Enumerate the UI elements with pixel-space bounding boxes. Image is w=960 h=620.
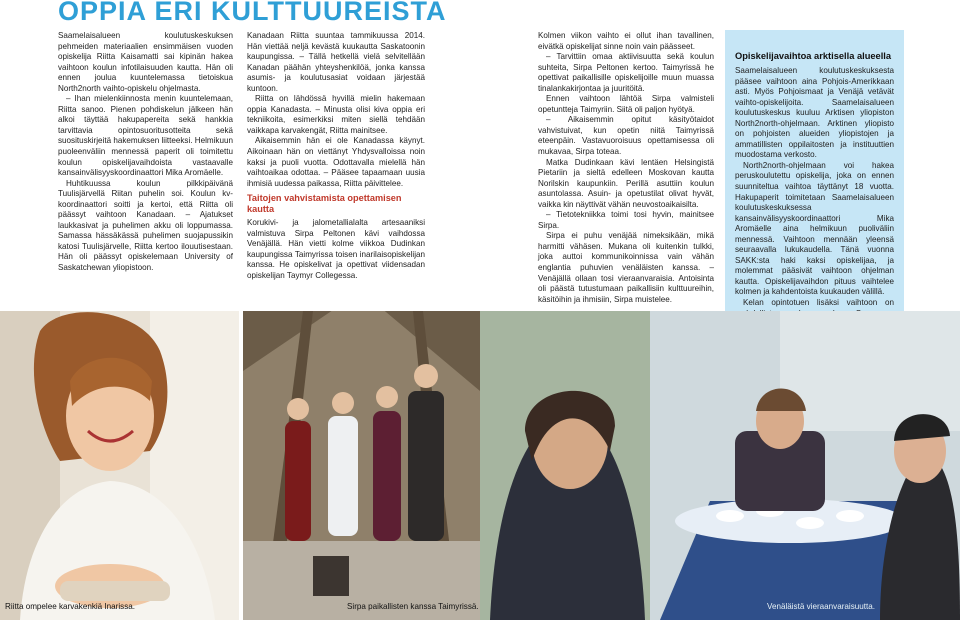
sidebar-paragraph: North2north-ohjelmaan voi hakea peruskoulutettu opiskelija, joka on ennen suunniteltua vaihtoa täyttänyt 18 vuotta. Hakupaperit toimitetaan Saamelaisalueen koulutuskeskuksessa kansainvälisyyskoordinaattori Mika Aromäelle aina helmikuun puoliväliin mennessä. Vaihtoon mennään yleensä seuraavalla lukukaudella. Tänä vuonna SAKK:sta haki kaksi opiskelijaa, ja molemmat pääsivät vaihtoon ohjelman kautta. Opiskelijavaihdon pituus vaihtelee kolmen ja kahdentoista kuukauden välillä. [735,160,894,297]
paragraph: Aikaisemmin hän ei ole Kanadassa käynyt. Aikoinaan hän on viettänyt Yhdysvalloissa noin kaksi ja puoli vuotta. Odottavalla mielellä hän vaihtoaikaa odottaa. – Pääsee tapaamaan uusia ihmisiä uudessa paikassa, Riitta päivittelee. [247,136,425,188]
paragraph: – Tarvittiin omaa aktiivisuutta sekä koulun suhteita, Sirpa Peltonen kertoo. Taimyrissä he opettivat paikallisille opiskelijoille muun muassa tinalankakirjontaa ja juuritöitä. [538,52,714,93]
article-title: OPPIA ERI KULTTUUREISTA [58,0,447,26]
paragraph: Huhtikuussa koulun pilkkipäivänä Tuulisjärvellä Riitan puhelin soi. Koulun kv-koordinaattori soitti ja kertoi, että Riitta oli päässyt vaihtoon Kanadaan. – Ajatukset laukkasivat ja puhelimen akku oli loppumassa. Samassa hässäkässä puhelimen suojapussikin katosi Tuulisjärvelle, Riitta kertoo ilouutisestaan. Hän oli päässyt opiskelemaan University of Saskatchewan yliopistoon. [58,178,233,273]
sidebar-heading: Opiskelijavaihtoa arktisella alueella [735,51,892,61]
paragraph: – Tietotekniikka toimi tosi hyvin, mainitsee Sirpa. [538,210,714,230]
paragraph: Riitta on lähdössä hyvillä mielin hakemaan oppia Kanadasta. – Minusta olisi kiva oppia eri tekniikoita, esimerkiksi miten siellä tehdään vaikkapa karvakengät, Riitta mainitsee. [247,94,425,135]
photo-russian-hospitality [480,311,960,620]
paragraph: Saamelaisalueen koulutuskeskuksen pehmeiden materiaalien ensimmäisen vuoden opiskelija Riitta Kaisamatti sai kipinän hakea vaihtoon koulun infotilaisuuden kautta. Hän oli ennen joulua kuuntelemassa tietoiskua North2north vaihto-opiskelu ohjelmasta. [58,31,233,93]
photo-riitta-sewing [0,311,239,620]
photo-caption: Sirpa paikallisten kanssa Taimyrissä. [347,602,479,611]
photo-sirpa-locals [243,311,480,620]
paragraph: – Ihan mielenkiinnosta menin kuuntelemaan, Riitta sanoo. Pienen pohdiskelun jälkeen hän alkoi täyttää hakupapereita sekä hankkia tarvittavia opintosuoritusotteita sekä suosituskirjeitä hakemuksen liitteeksi. Helmikuun puoleenväliin mennessä paperit oli toimitettu koulun opiskelijavaihdoista vastaavalle kansainvälisyyskoordinaattori Mika Aromäelle. [58,94,233,178]
paragraph: Kolmen viikon vaihto ei ollut ihan tavallinen, eivätkä opiskelijat sinne noin vain päässeet. [538,31,714,51]
paragraph: Kanadaan Riitta suuntaa tammikuussa 2014. Hän viettää neljä kevästä kuukautta Saskatoonin kaupungissa. – Tällä hetkellä vielä selvitellään Kanadan päähän yhteyshenkilöä, jonka kanssa asumis- ja koulutusasiat voidaan järjestää kuntoon. [247,31,425,93]
paragraph: Matka Dudinkaan kävi lentäen Helsingistä Pietariin ja sieltä edelleen Moskovan kautta Norilskin kaupunkiin. Perillä asuttiin koulun asuntolassa. Asuin- ja opetustilat olivat hyvät, vaikka kin näyttivät vähän neuvostoaikaisilta. [538,157,714,209]
paragraph: – Aikaisemmin opitut käsityötaidot vahvistuivat, kun opetin niitä Taimyrissä eteenpäin. Vastavuoroisuus opettamisessa oli mukavaa, Sirpa toteaa. [538,115,714,157]
sidebar-paragraph: Saamelaisalueen koulutuskeskuksesta pääsee vaihtoon aina Pohjois-Amerikkaan asti. Myös Pohjoismaat ja Venäjä vetävät vaihto-opiskelijoita. Saamelaisalueen koulutuskeskus kuuluu Arktisen yliopiston North2north-ohjelmaan. Arktinen yliopisto on pohjoisten alueiden yliopistojen ja ammatillisten oppilaitosten ja instituuttien muodostama verkosto. [735,66,894,160]
text-column-3 [538,31,714,305]
text-column-1 [58,31,233,274]
paragraph: Ennen vaihtoon lähtöä Sirpa valmisteli opetuntteja Taimyriin. Siitä oli paljon hyötyä. [538,94,714,114]
paragraph: Sirpa ei puhu venäjää nimeksikään, mikä harmitti vähäsen. Mukana oli kuitenkin tulkki, joka auttoi kommunikoinnissa vain vähän englantia puhuvien venäläisten kanssa. – Venäjällä ollaan tosi vieraanvaraisia. Antoisinta oli päästä tutustumaan paikallisiin kulttuureihin, käsitöihin ja ihmisiin, Sirpa muistelee. [538,231,714,304]
sidebar-paragraph: Kelan opintotuen lisäksi vaihtoon on [743,298,894,308]
section-heading: Taitojen vahvistamista opettamisen kautta [247,193,402,215]
photo-caption: Venäläistä vieraanvaraisuutta. [767,602,875,611]
text-column-2 [247,31,425,281]
photo-caption: Riitta ompelee karvakenkiä Inarissa. [5,602,136,611]
paragraph: Korukivi- ja jalometallialalta artesaaniksi valmistuva Sirpa Peltonen kävi vaihdossa Venäjällä. Hän vietti kolme viikkoa Dudinkan kaupungissa Taimyrissa toisen inarilaisopiskelijan kanssa. He opiskelivat ja opettivat viidensadan opiskelijan Taymyr Collegessa. [247,218,425,280]
